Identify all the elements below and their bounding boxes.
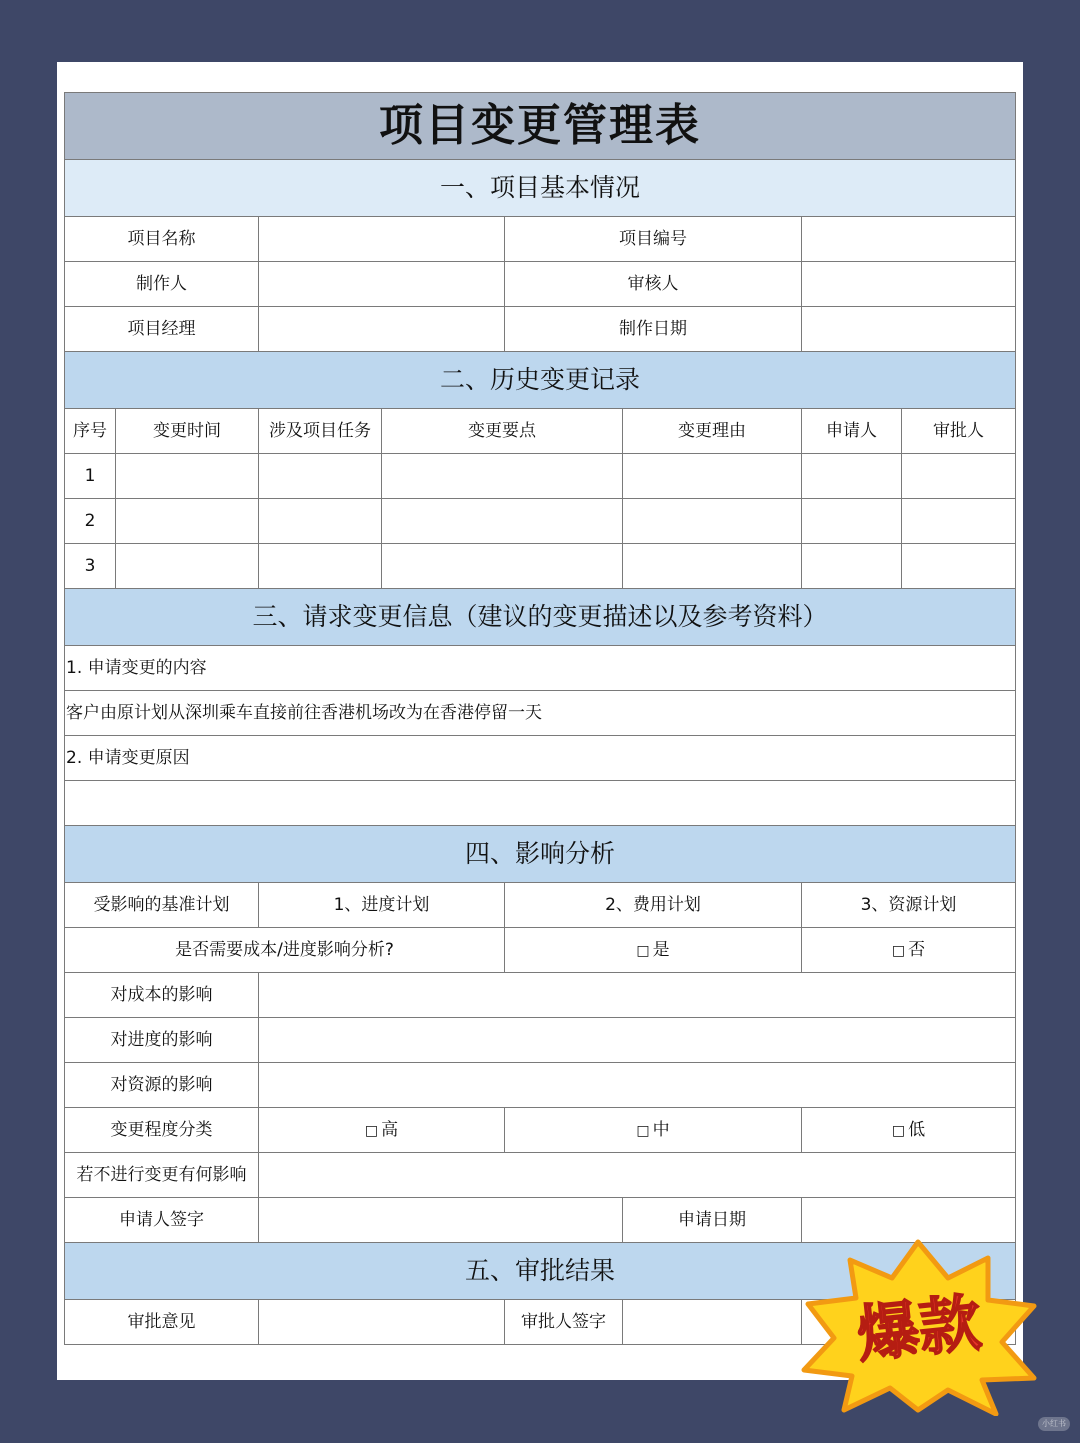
checkbox-icon[interactable]: □: [636, 942, 650, 959]
history-cell[interactable]: [802, 499, 902, 544]
history-cell[interactable]: [902, 499, 1016, 544]
column-header: 变更理由: [623, 409, 802, 454]
no-change-impact-cell[interactable]: [259, 1153, 1016, 1198]
impact-cost-cell[interactable]: [259, 973, 1016, 1018]
history-cell[interactable]: [382, 544, 623, 589]
baseline-cost-plan: 2、费用计划: [505, 883, 802, 928]
column-header: 申请人: [802, 409, 902, 454]
history-cell[interactable]: [116, 454, 259, 499]
change-management-table: [64, 92, 1016, 1345]
table-row: [65, 544, 1016, 589]
label-reviewer: 审核人: [505, 262, 802, 307]
apply-date-cell[interactable]: [802, 1198, 1016, 1243]
column-header: 变更要点: [382, 409, 623, 454]
row-number: 3: [65, 544, 116, 589]
label-change-reason: 2. 申请变更原因: [65, 736, 1016, 781]
checkbox-icon[interactable]: □: [891, 1122, 906, 1139]
history-cell[interactable]: [902, 454, 1016, 499]
degree-medium-label: 中: [652, 1119, 670, 1140]
section-heading-change-history: 二、历史变更记录: [65, 352, 1016, 409]
degree-high-option[interactable]: [259, 1108, 505, 1153]
form-sheet: [57, 62, 1023, 1380]
checkbox-icon[interactable]: □: [364, 1122, 379, 1139]
row-number: 2: [65, 499, 116, 544]
history-cell[interactable]: [116, 544, 259, 589]
column-header: 涉及项目任务: [259, 409, 382, 454]
no-label: 否: [908, 939, 926, 960]
history-cell[interactable]: [382, 499, 623, 544]
section-heading-impact-analysis: 四、影响分析: [65, 826, 1016, 883]
label-impact-cost: 对成本的影响: [65, 973, 259, 1018]
history-cell[interactable]: [116, 499, 259, 544]
approval-opinion-cell[interactable]: [259, 1300, 505, 1345]
baseline-resource-plan: 3、资源计划: [802, 883, 1016, 928]
label-project-manager: 项目经理: [65, 307, 259, 352]
label-impact-resource: 对资源的影响: [65, 1063, 259, 1108]
history-cell[interactable]: [802, 454, 902, 499]
history-cell[interactable]: [382, 454, 623, 499]
degree-low-option[interactable]: [802, 1108, 1016, 1153]
history-cell[interactable]: [623, 544, 802, 589]
watermark: 小红书: [1038, 1417, 1070, 1431]
degree-medium-option[interactable]: [505, 1108, 802, 1153]
impact-resource-cell[interactable]: [259, 1063, 1016, 1108]
approver-signature-cell[interactable]: [623, 1300, 802, 1345]
label-approver-signature: 审批人签字: [505, 1300, 623, 1345]
label-creation-date: 制作日期: [505, 307, 802, 352]
table-row: [65, 454, 1016, 499]
yes-checkbox-option[interactable]: [505, 928, 802, 973]
label-approval-opinion: 审批意见: [65, 1300, 259, 1345]
checkbox-icon[interactable]: □: [636, 1122, 650, 1139]
history-cell[interactable]: [259, 544, 382, 589]
history-cell[interactable]: [902, 544, 1016, 589]
impact-schedule-cell[interactable]: [259, 1018, 1016, 1063]
page-title: 项目变更管理表: [65, 93, 1016, 160]
history-cell[interactable]: [259, 499, 382, 544]
yes-label: 是: [652, 939, 670, 960]
label-change-content: 1. 申请变更的内容: [65, 646, 1016, 691]
table-row: [65, 499, 1016, 544]
history-cell[interactable]: [623, 499, 802, 544]
section-heading-change-request: 三、请求变更信息（建议的变更描述以及参考资料）: [65, 589, 1016, 646]
degree-low-label: 低: [908, 1119, 926, 1140]
project-manager-cell[interactable]: [259, 307, 505, 352]
applicant-signature-cell[interactable]: [259, 1198, 623, 1243]
no-checkbox-option[interactable]: [802, 928, 1016, 973]
label-baseline-plan: 受影响的基准计划: [65, 883, 259, 928]
label-analysis-question: 是否需要成本/进度影响分析?: [65, 928, 505, 973]
reviewer-cell[interactable]: [802, 262, 1016, 307]
label-creator: 制作人: [65, 262, 259, 307]
label-project-number: 项目编号: [505, 217, 802, 262]
history-cell[interactable]: [623, 454, 802, 499]
label-no-change-impact: 若不进行变更有何影响: [65, 1153, 259, 1198]
label-change-degree: 变更程度分类: [65, 1108, 259, 1153]
column-header: 审批人: [902, 409, 1016, 454]
label-apply-date: 申请日期: [623, 1198, 802, 1243]
column-header: 变更时间: [116, 409, 259, 454]
baseline-schedule-plan: 1、进度计划: [259, 883, 505, 928]
checkbox-icon[interactable]: □: [891, 942, 906, 959]
row-number: 1: [65, 454, 116, 499]
hot-item-badge: [798, 1238, 1038, 1416]
section-heading-basic-info: 一、项目基本情况: [65, 160, 1016, 217]
label-impact-schedule: 对进度的影响: [65, 1018, 259, 1063]
degree-high-label: 高: [381, 1119, 399, 1140]
change-reason-value[interactable]: [65, 781, 1016, 826]
history-cell[interactable]: [259, 454, 382, 499]
creation-date-cell[interactable]: [802, 307, 1016, 352]
column-header: 序号: [65, 409, 116, 454]
badge-text: 爆款: [853, 1285, 985, 1372]
project-number-cell[interactable]: [802, 217, 1016, 262]
history-cell[interactable]: [802, 544, 902, 589]
project-name-cell[interactable]: [259, 217, 505, 262]
label-project-name: 项目名称: [65, 217, 259, 262]
section-heading-approval: 五、审批结果: [65, 1243, 1016, 1300]
change-content-value[interactable]: 客户由原计划从深圳乘车直接前往香港机场改为在香港停留一天: [65, 691, 1016, 736]
label-applicant-signature: 申请人签字: [65, 1198, 259, 1243]
creator-cell[interactable]: [259, 262, 505, 307]
